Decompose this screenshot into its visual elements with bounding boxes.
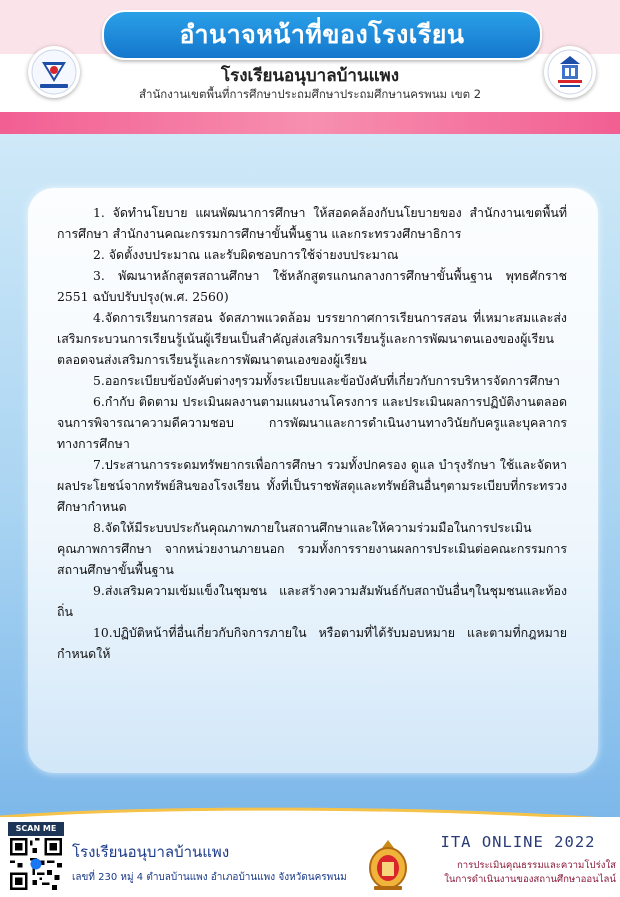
ita-subtitle-line1: การประเมินคุณธรรมและความโปร่งใส bbox=[456, 860, 616, 871]
duty-item: 2. จัดตั้งงบประมาณ และรับผิดชอบการใช้จ่ายงบประมาณ bbox=[93, 247, 399, 262]
duty-item: 5.ออกระเบียบข้อบังคับต่างๆรวมทั้งระเบียบและข้อบังคับที่เกี่ยวกับการบริหารจัดการศึกษา bbox=[93, 373, 561, 388]
ita-title: ITA ONLINE 2022 bbox=[440, 833, 596, 851]
scan-me-label: SCAN ME bbox=[8, 822, 64, 836]
page-title: อำนาจหน้าที่ของโรงเรียน bbox=[102, 10, 542, 60]
duty-item: 6.กำกับ ติดตาม ประเมินผลงานตามแผนงานโครงการ และประเมินผลการปฏิบัติงานตลอดจนการพิจารณาความดีความชอบ การพัฒนาและการดำเนินงานทางวินัยกับครูและบุคลากรทางการศึกษา bbox=[57, 394, 567, 451]
pink-divider bbox=[0, 112, 620, 134]
duty-item: 4.จัดการเรียนการสอน จัดสภาพแวดล้อม บรรยากาศการเรียนการสอน ที่เหมาะสมและส่งเสริมกระบวนการเรียนรู้เน้นผู้เรียนเป็นสำคัญส่งเสริมการเรียนรู้และการพัฒนาตนเองของผู้เรียนตลอดจนส่งเสริมการเรียนรู้และการพัฒนาตนเองของผู้เรียน bbox=[57, 310, 567, 367]
duty-item: 9.ส่งเสริมความเข้มแข็งในชุมชน และสร้างความสัมพันธ์กับสถาบันอื่นๆในชุมชนและท้องถิ่น bbox=[57, 583, 567, 619]
footer-school-name: โรงเรียนอนุบาลบ้านแพง bbox=[72, 843, 230, 861]
duty-item: 1. จัดทำนโยบาย แผนพัฒนาการศึกษา ให้สอดคล้องกับนโยบายของ สำนักงานเขตพื้นที่การศึกษา สำนักงานคณะกรรมการศึกษาขั้นพื้นฐาน และกระทรวงศึกษาธิการ bbox=[57, 205, 567, 241]
duty-item: 3. พัฒนาหลักสูตรสถานศึกษา ใช้หลักสูตรแกนกลางการศึกษาขั้นพื้นฐาน พุทธศักราช 2551 ฉบับปรับปรุง(พ.ศ. 2560) bbox=[57, 268, 567, 304]
qr-code[interactable] bbox=[10, 838, 62, 890]
duty-item: 7.ประสานการระดมทรัพยากรเพื่อการศึกษา รวมทั้งปกครอง ดูแล บำรุงรักษา ใช้และจัดหาผลประโยชน์จากทรัพย์สินของโรงเรียน ทั้งที่เป็นราชพัสดุและทรัพย์สินอื่นๆตามระเบียบที่กระทรวงศึกษากำหนด bbox=[57, 457, 567, 514]
footer-address: เลขที่ 230 หมู่ 4 ตำบลบ้านแพง อำเภอบ้านแพง จังหวัดนครพนม bbox=[72, 872, 347, 883]
ita-emblem-icon bbox=[364, 838, 412, 892]
school-name: โรงเรียนอนุบาลบ้านแพง bbox=[220, 66, 400, 86]
duties-list bbox=[57, 202, 567, 664]
school-affiliation: สำนักงานเขตพื้นที่การศึกษาประถมศึกษาประถมศึกษานครพนม เขต 2 bbox=[138, 87, 482, 101]
ita-subtitle-line2: ในการดำเนินงานของสถานศึกษาออนไลน์ bbox=[444, 874, 616, 885]
duty-item: 8.จัดให้มีระบบประกันคุณภาพภายในสถานศึกษาและให้ความร่วมมือในการประเมินคุณภาพการศึกษา จากหน่วยงานภายนอก รวมทั้งการรายงานผลการประเมินต่อคณะกรรมการสถานศึกษาขั้นพื้นฐาน bbox=[57, 520, 567, 577]
duty-item: 10.ปฏิบัติหน้าที่อื่นเกี่ยวกับกิจการภายใน หรือตามที่ได้รับมอบหมาย และตามที่กฎหมายกำหนดให้ bbox=[57, 625, 567, 661]
